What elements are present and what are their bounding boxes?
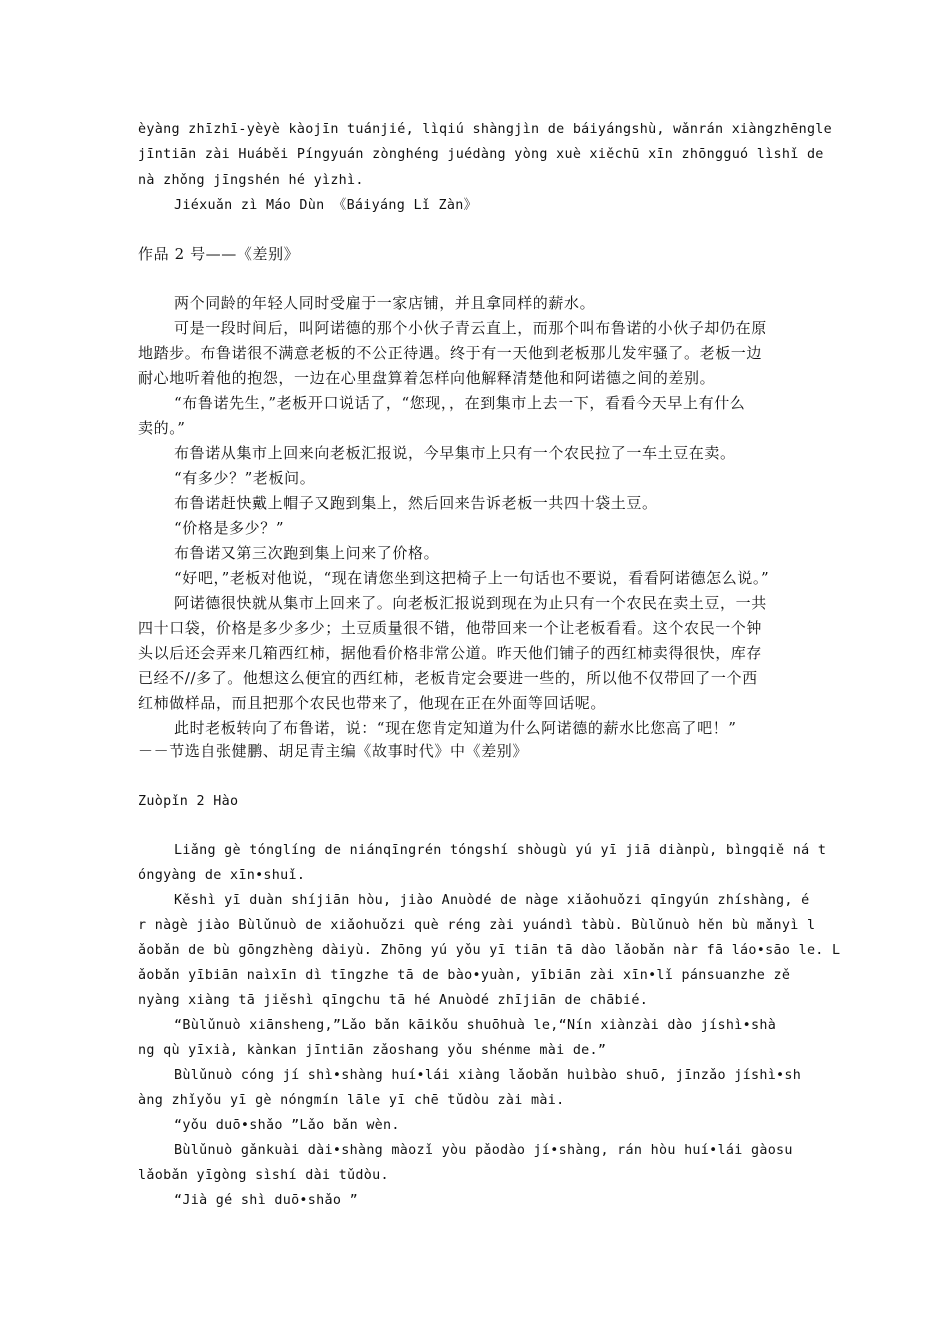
text-line: r nàgè jiào Bùlǔnuò de xiǎohuǒzi què réng zài yuándì tàbù. Bùlǔnuò hěn bù mǎnyì l [138,918,816,933]
text-line: 布鲁诺从集市上回来向老板汇报说，今早集市上只有一个农民拉了一车土豆在卖。 [174,444,736,462]
text-line: jīntiān zài Huáběi Píngyuán zònghéng juédàng yòng xuè xiěchū xīn zhōngguó lìshǐ de [138,147,824,162]
text-line: 头以后还会弄来几箱西红柿，据他看价格非常公道。昨天他们铺子的西红柿卖得很快，库存 [138,644,763,662]
text-line: Kěshì yī duàn shíjiān hòu, jiào Anuòdé de nàge xiǎohuǒzi qīngyún zhíshàng, é [174,893,810,908]
text-line: “Jià gé shì duō•shǎo ” [174,1193,358,1208]
text-line: 阿诺德很快就从集市上回来了。向老板汇报说到现在为止只有一个农民在卖土豆，一共 [174,594,767,612]
text-line: ng qù yīxià, kànkan jīntiān zǎoshang yǒu shénme mài de.” [138,1043,607,1058]
text-line: 可是一段时间后，叫阿诺德的那个小伙子青云直上，而那个叫布鲁诺的小伙子却仍在原 [174,319,767,337]
text-line: ǎobǎn yībiān naìxīn dì tīngzhe tā de bào•yuàn, yībiān zài xīn•lǐ pánsuanzhe zě [138,968,791,983]
text-line: Bùlǔnuò cóng jí shì•shàng huí•lái xiàng lǎobǎn huìbào shuō, jīnzǎo jíshì•sh [174,1068,802,1083]
text-line: 红柿做样品，而且把那个农民也带来了，他现在正在外面等回话呢。 [138,694,607,712]
text-line: “价格是多少？” [174,519,285,537]
text-line: Jiéxuǎn zì Máo Dùn 《Báiyáng Lǐ Zàn》 [174,198,478,213]
text-line: 此时老板转向了布鲁诺，说：“现在您肯定知道为什么阿诺德的薪水比您高了吧！” [174,719,737,737]
text-line: 布鲁诺又第三次跑到集上问来了价格。 [174,544,440,562]
text-line: “yǒu duō•shǎo ”Lǎo bǎn wèn. [174,1118,400,1133]
text-line: Bùlǔnuò gǎnkuài dài•shàng màozǐ yòu pǎodào jí•shàng, rán hòu huí•lái gàosu [174,1143,793,1158]
text-line: “好吧，”老板对他说，“现在请您坐到这把椅子上一句话也不要说，看看阿诺德怎么说。” [174,569,770,587]
text-line: Zuòpǐn 2 Hào [138,794,239,809]
text-line: 地踏步。布鲁诺很不满意老板的不公正待遇。终于有一天他到老板那儿发牢骚了。老板一边 [138,344,763,362]
text-line: óngyàng de xīn•shuǐ. [138,868,306,883]
text-line: 两个同龄的年轻人同时受雇于一家店铺，并且拿同样的薪水。 [174,294,596,312]
text-line: “Bùlǔnuò xiānsheng,”Lǎo bǎn kāikǒu shuōhuà le,“Nín xiànzài dào jíshì•shà [174,1018,777,1033]
text-line: ǎobǎn de bù gōngzhèng dàiyù. Zhōng yú yǒu yī tiān tā dào lǎobǎn nàr fā láo•sāo le. L [138,943,841,958]
text-line: “有多少？”老板问。 [174,469,316,487]
text-line: 布鲁诺赶快戴上帽子又跑到集上，然后回来告诉老板一共四十袋土豆。 [174,494,658,512]
text-line: 卖的。” [138,419,186,437]
text-line: 耐心地听着他的抱怨，一边在心里盘算着怎样向他解释清楚他和阿诺德之间的差别。 [138,369,716,387]
text-line: 四十口袋，价格是多少多少；土豆质量很不错，他带回来一个让老板看看。这个农民一个钟 [138,619,763,637]
text-line: “布鲁诺先生，”老板开口说话了，“您现，，在到集市上去一下，看看今天早上有什么 [174,394,746,412]
text-line: 已经不//多了。他想这么便宜的西红柿，老板肯定会要进一些的，所以他不仅带回了一个西 [138,669,758,687]
text-line: èyàng zhīzhī-yèyè kàojīn tuánjié, lìqiú shàngjìn de báiyángshù, wǎnrán xiàngzhēngle [138,122,833,137]
text-line: àng zhǐyǒu yī gè nóngmín lāle yī chē tǔdòu zài mài. [138,1093,565,1108]
text-line: 作品 2 号——《差别》 [138,245,300,263]
text-line: nyàng xiàng tā jiěshì qīngchu tā hé Anuòdé zhījiān de chābié. [138,993,649,1008]
text-line: nà zhǒng jīngshén hé yìzhì. [138,173,364,188]
text-line: lǎobǎn yīgòng sìshí dài tǔdòu. [138,1168,389,1183]
text-line: －－节选自张健鹏、胡足青主编《故事时代》中《差别》 [138,742,529,760]
text-line: Liǎng gè tónglíng de niánqīngrén tóngshí shòugù yú yī jiā diànpù, bìngqiě ná t [174,843,827,858]
